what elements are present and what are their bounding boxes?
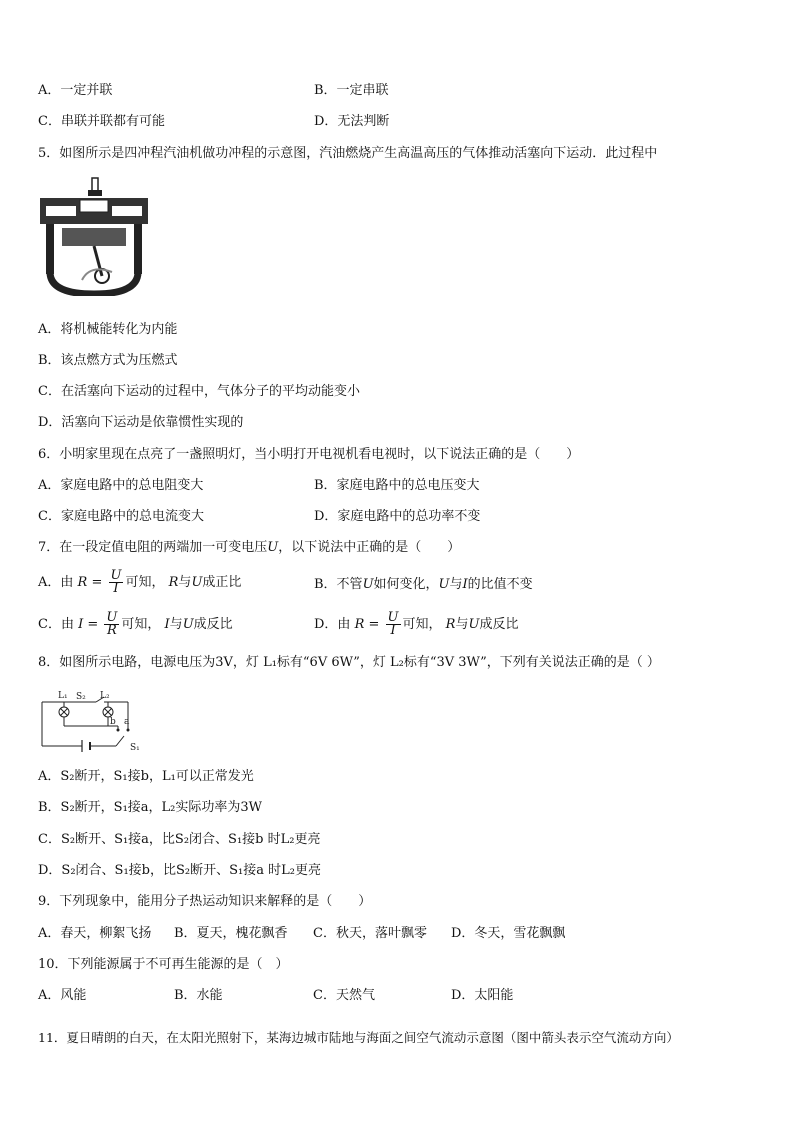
q6-option-c: C．家庭电路中的总电流变大 [38,509,204,524]
q10-option-d: D．太阳能 [451,988,514,1003]
q4-option-c: C．串联并联都有可能 [38,114,165,129]
q6-stem: 6．小明家里现在点亮了一盏照明灯，当小明打开电视机看电视时，以下说法正确的是（ ） [38,447,580,462]
q9-option-d: D．冬天，雪花飘飘 [451,926,566,941]
q7-c-post4: U [182,617,194,632]
q6-option-d: D．家庭电路中的总功率不变 [314,509,481,524]
q7-d-num: U [387,610,399,625]
q7-stem-post: ，以下说法中正确的是（ ） [278,540,461,555]
q7-stem [38,539,460,557]
engine-figure [38,176,150,296]
q8-option-c: C．S₂断开、S₁接a，比S₂闭合、S₁接b 时L₂更亮 [38,832,321,847]
q7-c-fraction [104,612,119,637]
q7-b-post: 的比值不变 [467,577,533,592]
q9-stem: 9．下列现象中，能用分子热运动知识来解释的是（ ） [38,894,372,909]
q7-a-den: I [113,581,119,596]
q7-c-post3: 与 [169,617,183,632]
circuit-diagram [38,688,150,754]
q7-a-post3: 与 [178,575,192,590]
q7-d-fraction [386,612,401,637]
q7-b-v1: U [362,577,374,592]
q7-d-post3: 与 [455,617,469,632]
label-s2: S₂ [76,692,86,702]
q7-d-post2: R [445,617,456,632]
q7-d-post5: 成反比 [479,617,519,632]
q8-option-b: B．S₂断开，S₁接a，L₂实际功率为3W [38,800,263,815]
q7-c-num: U [106,610,118,625]
q7-d-lhs: R = [354,617,380,632]
q7-a-post2: R [168,575,179,590]
q6-option-b: B．家庭电路中的总电压变大 [314,478,480,493]
q7-b-v3: I [462,577,468,592]
q6-option-a: A．家庭电路中的总电阻变大 [38,478,204,493]
q7-c-pre: C．由 [38,617,74,632]
q10-option-b: B．水能 [174,988,223,1003]
q9-option-c: C．秋天，落叶飘零 [313,926,427,941]
q11-stem: 11．夏日晴朗的白天，在太阳光照射下，某海边城市陆地与海面之间空气流动示意图（图中箭头表示空气流动方向） [38,1030,679,1045]
q4-option-a: A．一定并联 [38,83,113,98]
q7-option-d [314,612,518,637]
q7-d-pre: D．由 [314,617,351,632]
q7-c-post5: 成反比 [193,617,233,632]
q5-option-d: D．活塞向下运动是依靠惯性实现的 [38,415,244,430]
q7-option-a [38,570,241,595]
q10-option-c: C．天然气 [313,988,375,1003]
q7-stem-pre: 7．在一段定值电阻的两端加一可变电压 [38,540,268,555]
q9-option-a: A．春天，柳絮飞扬 [38,926,152,941]
q7-c-post2: I [164,617,170,632]
q4-option-b: B．一定串联 [314,83,389,98]
label-l1: L₁ [58,691,68,701]
q7-b-mid2: 与 [449,577,463,592]
q7-d-post1: 可知， [402,617,442,632]
q7-a-post4: U [191,575,203,590]
q7-c-lhs: I = [78,617,99,632]
q8-stem: 8．如图所示电路，电源电压为3V，灯 L₁标有“6V 6W”，灯 L₂标有“3V 3W”，下列有关说法正确的是（ ） [38,655,660,670]
q7-a-num: U [110,568,122,583]
q7-option-c [38,612,233,637]
q5-stem: 5．如图所示是四冲程汽油机做功冲程的示意图，汽油燃烧产生高温高压的气体推动活塞向下运动．此过程中 [38,146,658,161]
q7-a-lhs: R = [77,575,103,590]
label-s1: S₁ [130,743,140,753]
label-l2: L₂ [100,691,110,701]
label-a: a [124,717,130,727]
q10-option-a: A．风能 [38,988,87,1003]
q7-d-den: I [390,623,396,638]
q7-d-post4: U [468,617,480,632]
q4-option-d: D．无法判断 [314,114,390,129]
q9-option-b: B．夏天，槐花飘香 [174,926,288,941]
q7-stem-var: U [267,540,279,555]
q7-a-fraction [109,570,124,595]
q5-option-a: A．将机械能转化为内能 [38,322,178,337]
q7-a-post5: 成正比 [202,575,242,590]
q10-stem: 10．下列能源属于不可再生能源的是（ ） [38,957,289,972]
q7-option-b [314,576,533,594]
q8-option-a: A．S₂断开，S₁接b，L₁可以正常发光 [38,769,254,784]
q7-b-pre: B．不管 [314,577,363,592]
label-b: b [110,717,116,727]
q7-c-post1: 可知， [121,617,161,632]
q5-option-c: C．在活塞向下运动的过程中，气体分子的平均动能变小 [38,384,360,399]
q7-c-den: R [106,623,117,638]
q8-option-d: D．S₂闭合、S₁接b，比S₂断开、S₁接a 时L₂更亮 [38,863,321,878]
q7-b-mid: 如何变化， [373,577,439,592]
q7-a-post1: 可知， [125,575,165,590]
q7-a-pre: A．由 [38,575,74,590]
q5-option-b: B．该点燃方式为压燃式 [38,353,178,368]
q7-b-v2: U [438,577,450,592]
